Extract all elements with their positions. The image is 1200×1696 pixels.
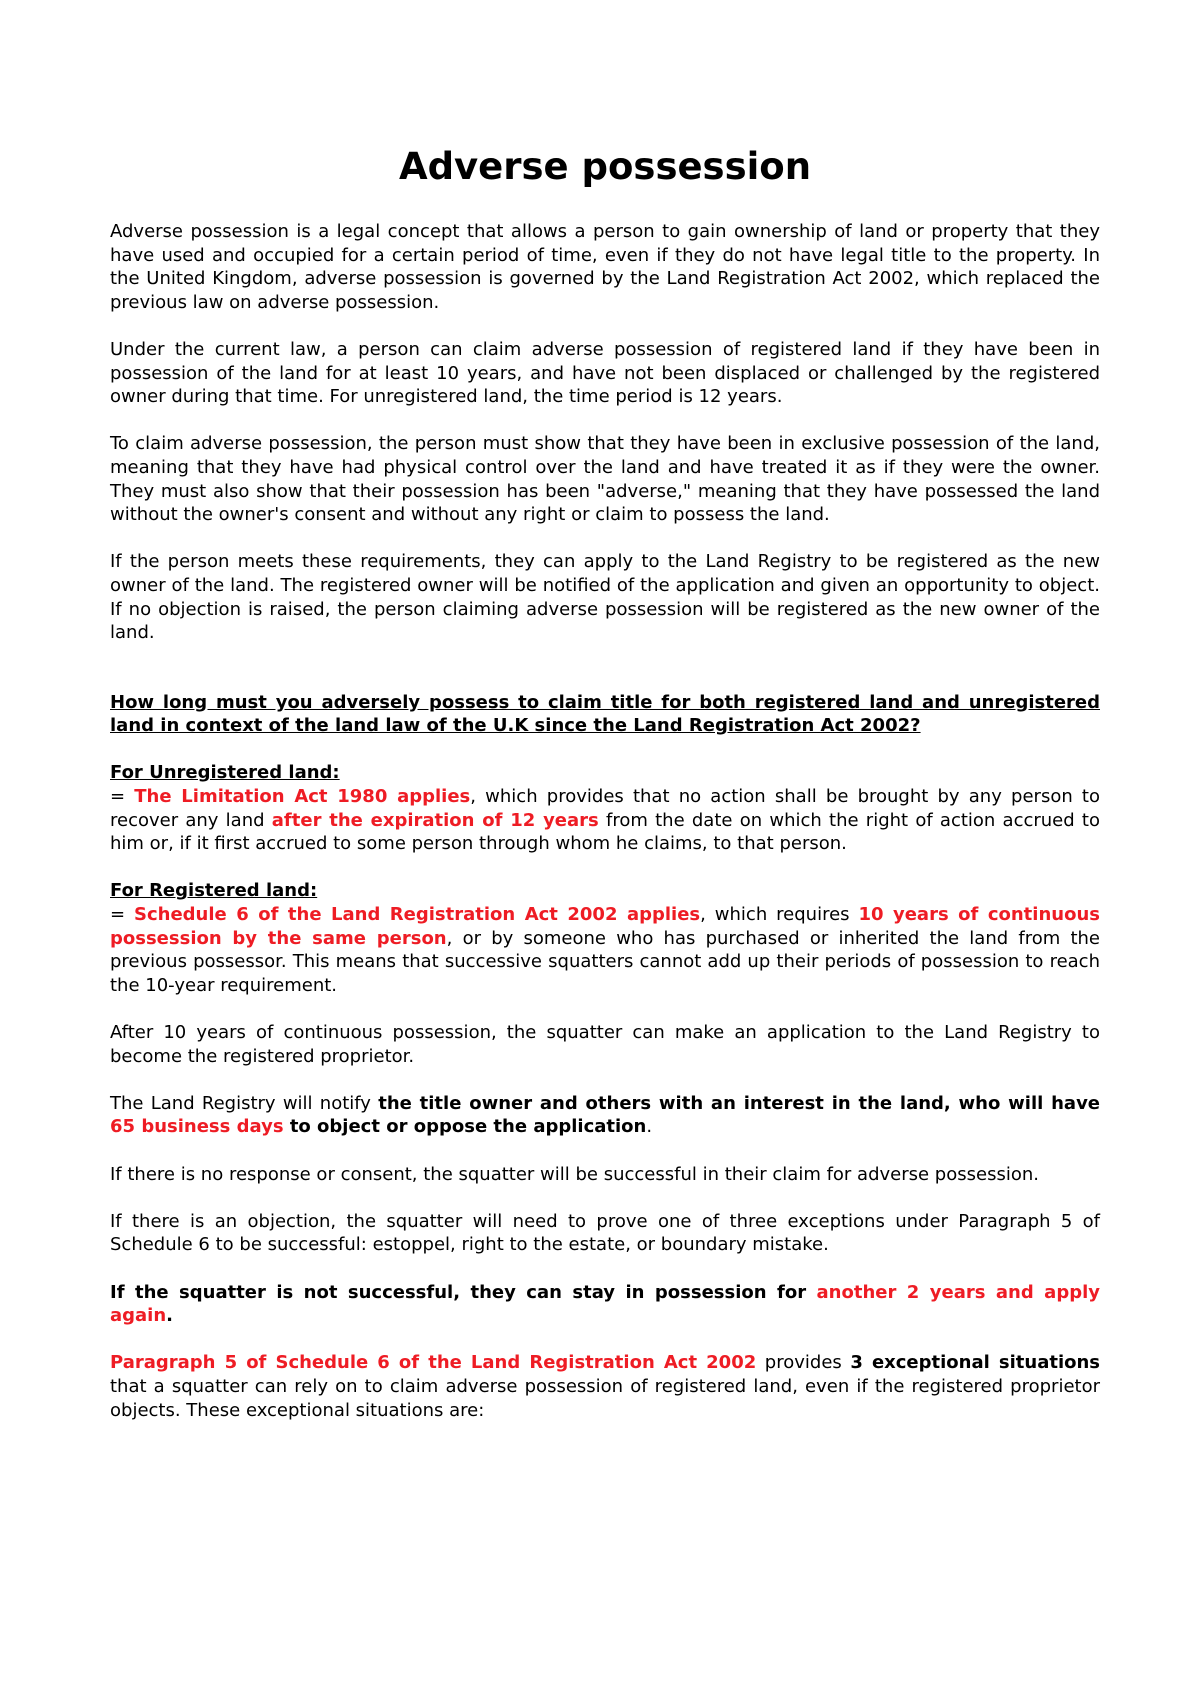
registered-text-1: , which requires <box>700 904 859 926</box>
twelve-years-highlight: after the expiration of 12 years <box>271 809 599 831</box>
not-successful-paragraph <box>110 1281 1100 1328</box>
no-response-paragraph: If there is no response or consent, the squatter will be successful in their claim for adverse possession. <box>110 1163 1039 1185</box>
not-successful-bold-2: . <box>166 1305 174 1327</box>
notify-text-1: The Land Registry will notify <box>110 1092 379 1114</box>
notify-bold-1: the title owner and others with an interest in the land, who will have <box>378 1092 1101 1114</box>
registered-text-2: , or by someone who has purchased or inherited the land from the previous possessor. This means that successive squatters cannot add up their periods of possession to reach the 10-year requirement. <box>110 927 1100 996</box>
exceptional-situations-bold: 3 exceptional situations <box>850 1352 1101 1374</box>
paragraph-5-highlight: Paragraph 5 of Schedule 6 of the Land Registration Act 2002 <box>110 1352 757 1374</box>
document-body <box>110 144 1100 1446</box>
registered-label: For Registered land: <box>110 880 318 902</box>
registered-eq: = <box>110 904 135 926</box>
intro-paragraph-3: To claim adverse possession, the person must show that they have been in exclusive possession of the land, meaning that they have had physical control over the land and have treated it as if they were the owner. They must also show that their possession has been "adverse," meaning that they have possessed the land without the owner's consent and without any right or claim to possess the land. <box>110 433 1100 526</box>
objection-paragraph: If there is an objection, the squatter will need to prove one of three exceptions under Paragraph 5 of Schedule 6 to be successful: estoppel, right to the estate, or boundary mistake. <box>110 1210 1100 1256</box>
unregistered-eq: = <box>110 786 135 808</box>
unregistered-text-2: from the date on which the right of action accrued to him or, if it first accrued to some person through whom he claims, to that person. <box>110 809 1100 855</box>
not-successful-bold-1: If the squatter is not successful, they can stay in possession for <box>110 1281 817 1303</box>
after-ten-years-paragraph: After 10 years of continuous possession, the squatter can make an application to the Land Registry to become the registered proprietor. <box>110 1022 1100 1067</box>
paragraph-5-text-2: that a squatter can rely on to claim adverse possession of registered land, even if the registered proprietor objects. These exceptional situations are: <box>110 1375 1100 1421</box>
land-registry-notify-paragraph <box>110 1092 1100 1139</box>
question-heading: How long must you adversely possess to claim title for both registered land and unregistered land in context of the land law of the U.K since the Land Registration Act 2002? <box>110 691 1100 737</box>
page-title: Adverse possession <box>398 145 812 188</box>
intro-paragraph-2: Under the current law, a person can claim adverse possession of registered land if they have been in possession of the land for at least 10 years, and have not been displaced or challenged by the registered owner during that time. For unregistered land, the time period is 12 years. <box>110 338 1100 408</box>
intro-paragraph-4: If the person meets these requirements, they can apply to the Land Registry to be registered as the new owner of the land. The registered owner will be notified of the application and given an opportunity to object. If no objection is raised, the person claiming adverse possession will be registered as the new owner of the land. <box>110 551 1100 644</box>
unregistered-land-section <box>110 761 1100 855</box>
business-days-highlight: 65 business days <box>110 1116 284 1138</box>
two-years-highlight: another 2 years and apply again <box>110 1281 1100 1327</box>
paragraph-5-paragraph <box>110 1351 1100 1422</box>
paragraph-5-text-1: provides <box>756 1352 851 1374</box>
notify-text-2: . <box>646 1116 653 1138</box>
limitation-act-highlight: The Limitation Act 1980 applies <box>134 786 471 808</box>
registered-land-section <box>110 879 1100 997</box>
schedule-6-highlight: Schedule 6 of the Land Registration Act 2002 applies <box>134 904 701 926</box>
notify-bold-2: to object or oppose the application <box>283 1116 647 1138</box>
intro-paragraph-1: Adverse possession is a legal concept that allows a person to gain ownership of land or property that they have used and occupied for a certain period of time, even if they do not have legal title to the property. In the United Kingdom, adverse possession is governed by the Land Registration Act 2002, which replaced the previous law on adverse possession. <box>110 221 1100 313</box>
ten-years-highlight: 10 years of continuous possession by the same person <box>110 904 1100 949</box>
unregistered-text-1: , which provides that no action shall be brought by any person to recover any land <box>110 786 1100 831</box>
unregistered-label: For Unregistered land: <box>110 762 340 784</box>
